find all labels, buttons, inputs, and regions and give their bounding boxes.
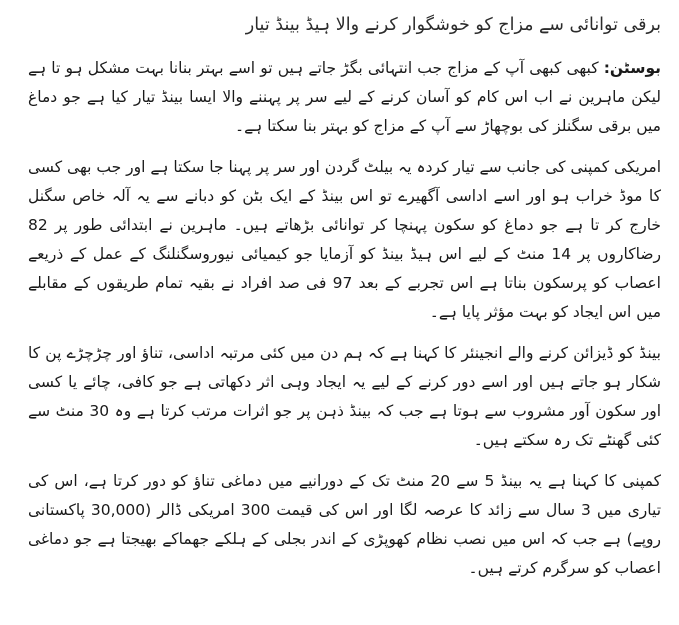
article-headline: برقی توانائی سے مزاج کو خوشگوار کرنے والا ہیڈ بینڈ تیار xyxy=(245,15,661,35)
article-paragraph-3 xyxy=(28,339,661,455)
paragraph-text: کبھی کبھی آپ کے مزاج جب انتہائی بگڑ جاتے ہیں تو اسے بہتر بنانا بہت مشکل ہو تا ہے لیکن ماہرین نے اب اس کام کو آسان کرنے کے لیے سر پر پہننے والا ایسا بینڈ تیار کیا ہے جو دماغ میں برقی سگنلز کی بوچھاڑ سے آپ کے مزاج کو بہتر بنا سکتا ہے۔ xyxy=(28,59,661,135)
paragraph-text: امریکی کمپنی کی جانب سے تیار کردہ یہ بیلٹ گردن اور سر پر پہنا جا سکتا ہے اور جب بھی کسی کا موڈ خراب ہو اور اسے اداسی آگھیرے تو اس بینڈ کے ایک بٹن کو دبانے سے یہ آلہ خاص سگنل خارج کر تا ہے جو دماغ کو سکون پہنچا کر توانائی بڑھاتے ہیں۔ ماہرین نے ابتدائی طور پر 82 رضاکاروں پر 14 منٹ کے لیے اس ہیڈ بینڈ کو آزمایا جو کیمیائی نیوروسگنلنگ کے عمل کے ذریعے اعصاب کو پرسکون بناتا ہے اس تجربے کے بعد 97 فی صد افراد نے بقیہ تمام طریقوں کے مقابلے میں اس ایجاد کو بہت مؤثر پایا ہے۔ xyxy=(28,158,661,321)
news-article xyxy=(28,10,661,595)
dateline: بوسٹن: xyxy=(603,59,661,77)
article-paragraph-2 xyxy=(28,153,661,327)
article-paragraph-4 xyxy=(28,467,661,583)
article-paragraph-1 xyxy=(28,54,661,141)
paragraph-text: کمپنی کا کہنا ہے یہ بینڈ 5 سے 20 منٹ تک کے دورانیے میں دماغی تناؤ کو دور کرتا ہے، اس کی تیاری میں 3 سال سے زائد کا عرصہ لگا اور اس کی قیمت 300 امریکی ڈالر (30,000 پاکستانی روپے) ہے جب کہ اس میں نصب نظام کھوپڑی کے اندر بجلی کے ہلکے جھماکے بھیجتا ہے جو دماغی اعصاب کو سرگرم کرتے ہیں۔ xyxy=(28,472,662,577)
paragraph-text: بینڈ کو ڈیزائن کرنے والے انجینئر کا کہنا ہے کہ ہم دن میں کئی مرتبہ اداسی، تناؤ اور چڑچڑے پن کا شکار ہو جاتے ہیں اور اسے دور کرنے کے لیے یہ ایجاد وہی اثر دکھاتی ہے جو کافی، چائے یا کسی اور سکون آور مشروب سے ہوتا ہے جب کہ بینڈ ذہن پر جو اثرات مرتب کرتا ہے وہ 30 منٹ سے کئی گھنٹے تک رہ سکتے ہیں۔ xyxy=(28,344,662,449)
